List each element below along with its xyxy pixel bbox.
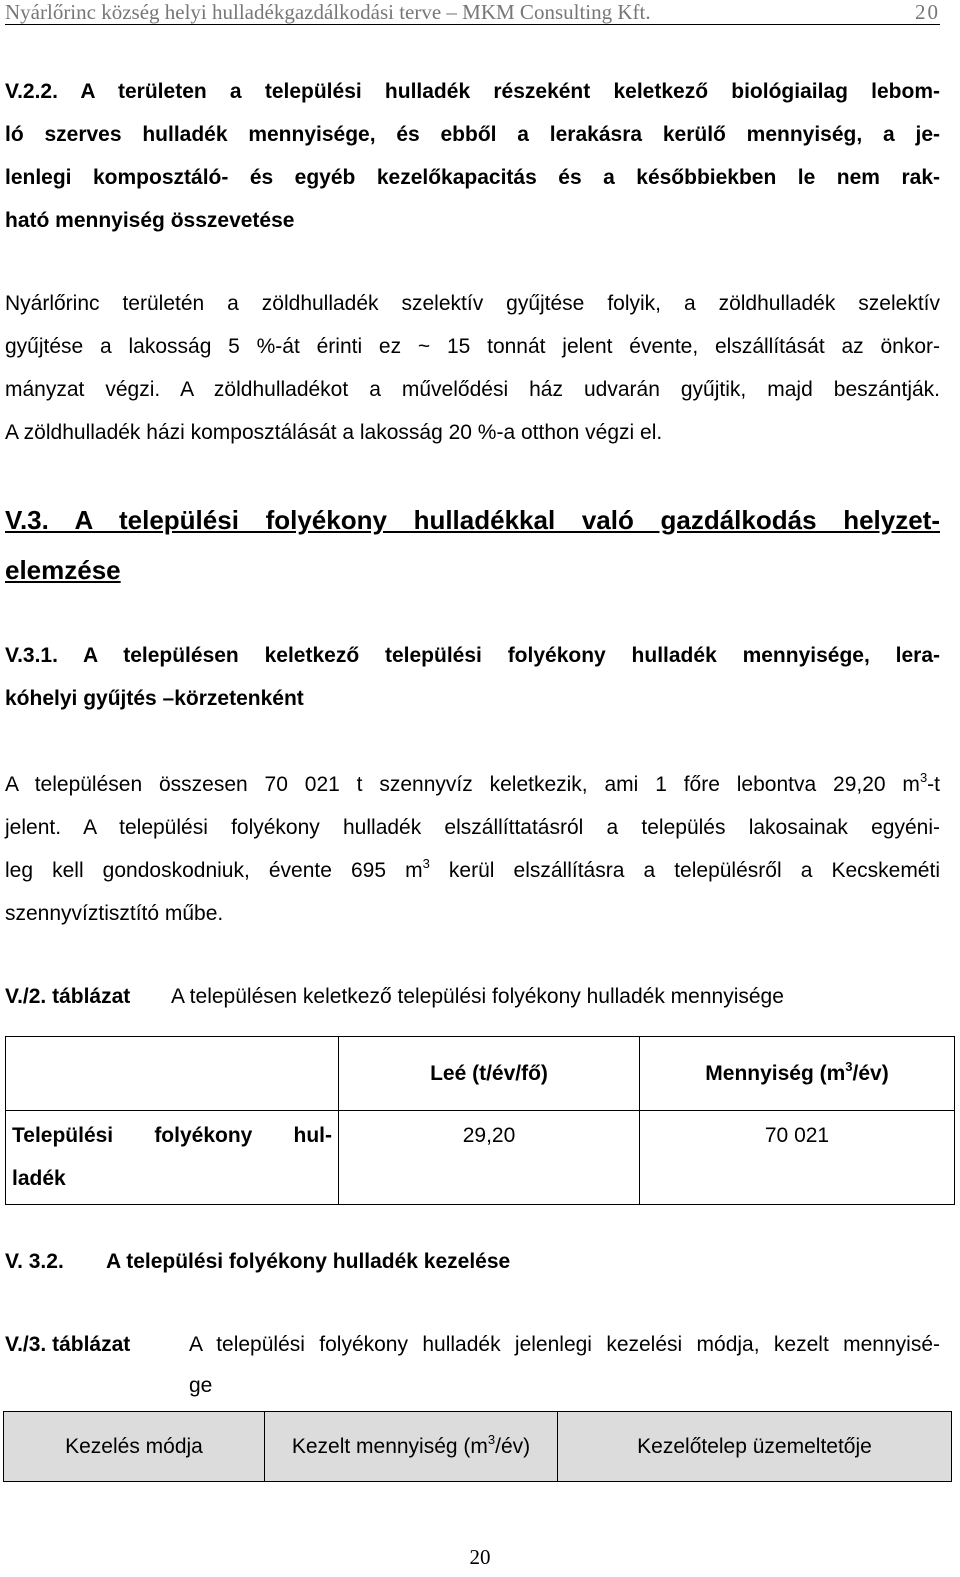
section-heading-v3: V.3. A települési folyékony hulladékkal való gazdálkodás helyzet- elemzése (5, 505, 940, 585)
table1-caption (5, 985, 940, 1009)
table-row (6, 1111, 955, 1205)
table1-cell-mennyiseg: 70 021 (640, 1111, 955, 1205)
table2-caption-number: V./3. táblázat (5, 1333, 131, 1356)
table-row (6, 1037, 955, 1111)
table1-header-mennyiseg: Mennyiség $(m^3/év)$ (640, 1037, 955, 1111)
header-page-number: 20 (915, 0, 940, 24)
section-v32-number: V. 3.2. (5, 1250, 64, 1273)
section-v32-title: A települési folyékony hulladék kezelése (106, 1250, 511, 1273)
paragraph-zoldhulladek: Nyárlőrinc területén a zöldhulladék szelektív gyűjtése folyik, a zöldhulladék szelektív gyűjtése a lakosság 5 %-át érinti ez ~ 15 tonnát jelent évente, elszállítását az önkor- mányzat végzi. A zöldhulladékot a művelődési ház udvarán gyűjtik, majd beszántják. A zöldhulladék házi komposztálását a lakosság 20 %-a otthon végzi el. (5, 292, 940, 444)
table2-header-kezelt-mennyiseg: Kezelt mennyiség $(m^3/év)$ (265, 1412, 558, 1482)
section-heading-v22: V.2.2. A területen a települési hulladék részeként keletkező biológiailag lebom- ló szerves hulladék mennyisége, és ebből a lerakásra kerülő mennyiség, a je- lenlegi komposztáló- és egyéb kezelőkapacitás és a későbbiekben le nem rak- ható mennyiség összevetése (5, 80, 940, 232)
paragraph-szennyviz: A településen összesen 70 021 t szennyvíz keletkezik, ami 1 főre lebontva 29,20 $m^3-t$ jelent. A települési folyékony hulladék elszállíttatásról a település lakosainak egyéni- leg kell gondoskodniuk, évente 695 $m^3$ kerül elszállításra a településről a Kecskeméti szennyvíztisztító műbe. (5, 770, 940, 925)
header-title: Nyárlőrinc község helyi hulladékgazdálkodási terve – MKM Consulting Kft. (5, 0, 651, 24)
table2-header-uzemelteto: Kezelőtelep üzemeltetője (558, 1412, 952, 1482)
table1-row-label: Települési folyékony hul- ladék (6, 1111, 339, 1205)
section-heading-v32 (5, 1250, 940, 1274)
page-footer-number: 20 (469, 1545, 491, 1569)
table1-caption-number: V./2. táblázat (5, 985, 131, 1008)
section-heading-v31: V.3.1. A településen keletkező települési folyékony hulladék mennyisége, lera- kóhelyi gyűjtés –körzetenként (5, 644, 940, 710)
table-kezeles (3, 1411, 952, 1482)
table2-header-kezeles-modja: Kezelés módja (4, 1412, 265, 1482)
table1-cell-lee: 29,20 (339, 1111, 640, 1205)
page-header (5, 0, 940, 25)
table-folyekony-hulladek (5, 1036, 955, 1205)
table1-caption-text: A településen keletkező települési folyékony hulladék mennyisége (171, 985, 784, 1008)
table-row (4, 1412, 952, 1482)
table1-header-lee: Leé (t/év/fő) (339, 1037, 640, 1111)
